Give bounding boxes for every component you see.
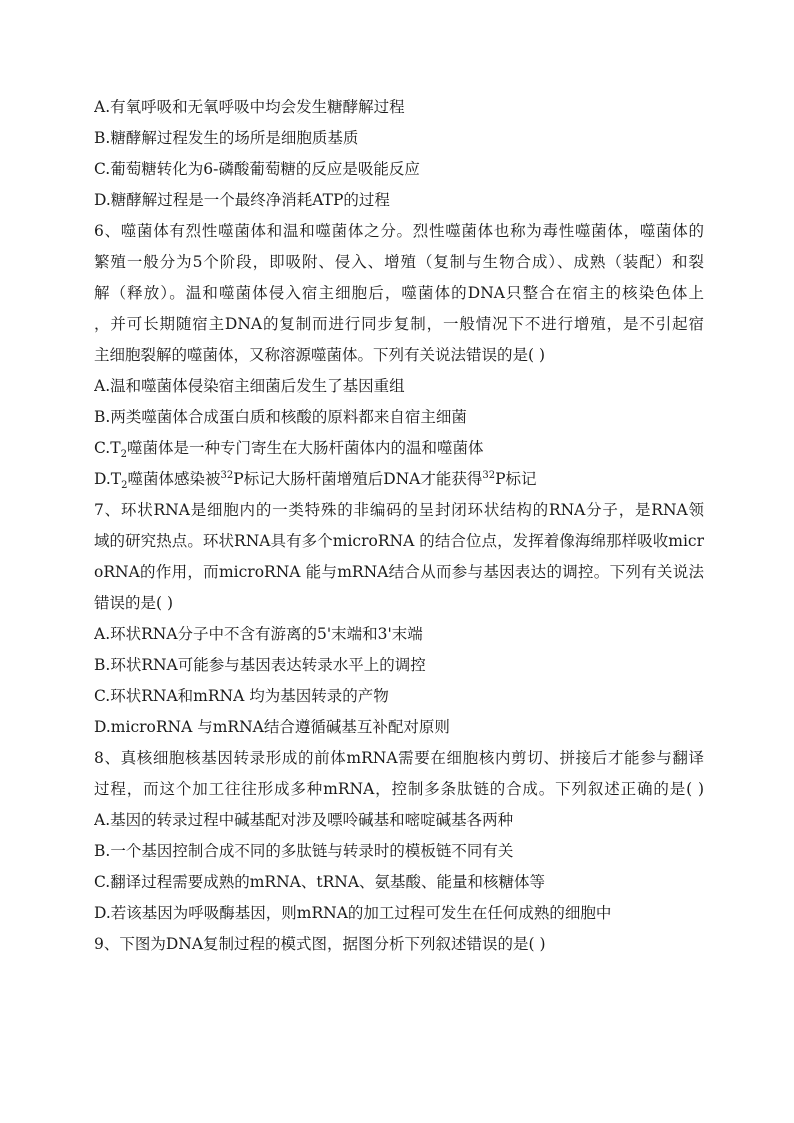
document-content <box>94 92 704 960</box>
q9-stem: 9、下图为DNA复制过程的模式图，据图分析下列叙述错误的是( ) <box>94 935 546 953</box>
q8-stem-line-2: 过程，而这个加工往往形成多种mRNA，控制多条肽链的合成。下列叙述正确的是( ) <box>94 780 704 798</box>
q8-stem-line-1: 8、真核细胞核基因转录形成的前体mRNA需要在细胞核内剪切、拼接后才能参与翻译 <box>94 749 704 767</box>
q7-stem-line-1: 7、环状RNA是细胞内的一类特殊的非编码的呈封闭环状结构的RNA分子，是RNA领 <box>94 501 704 519</box>
q6-option-c <box>94 433 704 464</box>
q6-stem-line-2: 繁殖一般分为5个阶段，即吸附、侵入、增殖（复制与生物合成）、成熟（装配）和裂 <box>94 253 704 271</box>
q6-stem-line-4: ，并可长期随宿主DNA的复制而进行同步复制，一般情况下不进行增殖，是不引起宿 <box>94 315 704 333</box>
q8-option-c: C.翻译过程需要成熟的mRNA、tRNA、氨基酸、能量和核糖体等 <box>94 873 546 891</box>
q6-option-d-text-2: P标记大肠杆菌增殖后DNA才能获得 <box>233 470 483 488</box>
q5-option-d: D.糖酵解过程是一个最终净消耗ATP的过程 <box>94 191 390 209</box>
q6-option-a: A.温和噬菌体侵染宿主细菌后发生了基因重组 <box>94 377 405 395</box>
q6-stem-line-3: 解（释放）。温和噬菌体侵入宿主细胞后，噬菌体的DNA只整合在宿主的核染色体上 <box>94 284 704 302</box>
q6-option-d-superscript-2: 32 <box>482 469 496 481</box>
q8-option-a: A.基因的转录过程中碱基配对涉及嘌呤碱基和嘧啶碱基各两种 <box>94 811 514 829</box>
q6-stem-line-5: 主细胞裂解的噬菌体，又称溶源噬菌体。下列有关说法错误的是( ) <box>94 346 546 364</box>
q6-option-d-subscript: 2 <box>121 480 128 492</box>
q6-option-c-subscript: 2 <box>120 449 127 461</box>
q6-option-c-prefix: C.T <box>94 439 121 457</box>
q7-option-c: C.环状RNA和mRNA 均为基因转录的产物 <box>94 687 389 705</box>
q5-option-b: B.糖酵解过程发生的场所是细胞质基质 <box>94 129 359 147</box>
q6-option-d <box>94 464 704 495</box>
q5-option-a: A.有氧呼吸和无氧呼吸中均会发生糖酵解过程 <box>94 98 405 116</box>
q6-option-d-text-3: P标记 <box>495 470 537 488</box>
q7-option-b: B.环状RNA可能参与基因表达转录水平上的调控 <box>94 656 426 674</box>
q6-option-d-superscript-1: 32 <box>220 469 234 481</box>
q6-stem-line-1: 6、噬菌体有烈性噬菌体和温和噬菌体之分。烈性噬菌体也称为毒性噬菌体，噬菌体的 <box>94 222 704 240</box>
q7-option-d: D.microRNA 与mRNA结合遵循碱基互补配对原则 <box>94 718 450 736</box>
q6-option-b: B.两类噬菌体合成蛋白质和核酸的原料都来自宿主细菌 <box>94 408 467 426</box>
q5-option-c: C.葡萄糖转化为6-磷酸葡萄糖的反应是吸能反应 <box>94 160 420 178</box>
q6-option-c-text: 噬菌体是一种专门寄生在大肠杆菌体内的温和噬菌体 <box>126 439 484 457</box>
q6-option-d-text-1: 噬菌体感染被 <box>127 470 221 488</box>
q7-stem-line-4: 错误的是( ) <box>94 594 174 612</box>
q7-stem-line-2: 域的研究热点。环状RNA具有多个microRNA 的结合位点，发挥着像海绵那样吸收micr <box>94 532 704 550</box>
q8-option-b: B.一个基因控制合成不同的多肽链与转录时的模板链不同有关 <box>94 842 514 860</box>
q6-option-d-prefix: D.T <box>94 470 122 488</box>
q7-option-a: A.环状RNA分子中不含有游离的5'末端和3'末端 <box>94 625 423 643</box>
q7-stem-line-3: oRNA的作用，而microRNA 能与mRNA结合从而参与基因表达的调控。下列有关说法 <box>94 563 704 581</box>
q8-option-d: D.若该基因为呼吸酶基因，则mRNA的加工过程可发生在任何成熟的细胞中 <box>94 904 612 922</box>
